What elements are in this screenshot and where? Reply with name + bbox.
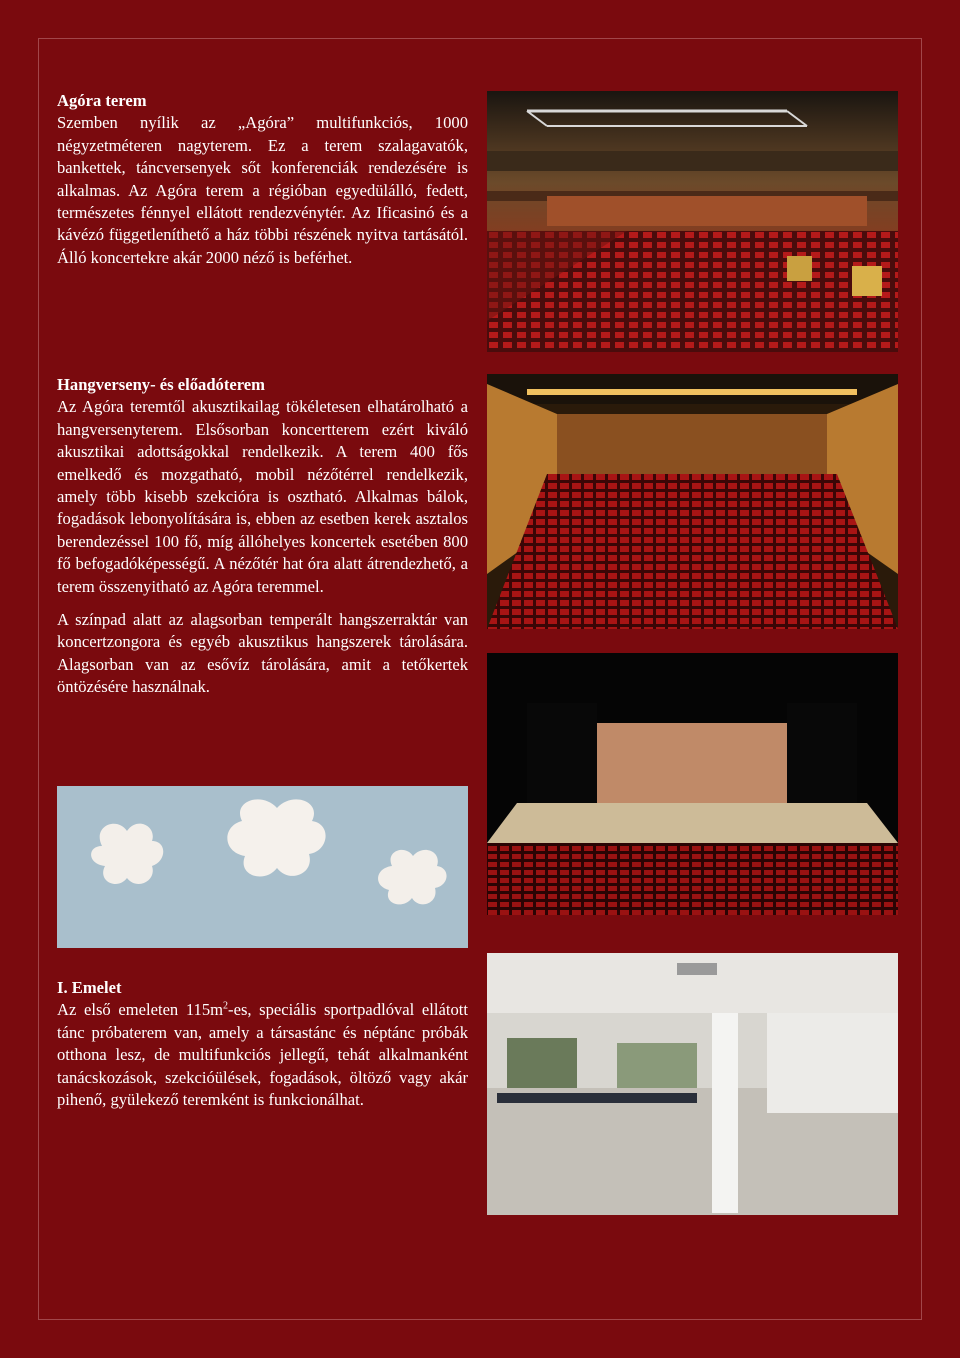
concert-hall-seats-photo	[487, 374, 898, 629]
agora-section	[57, 90, 468, 269]
emelet-body	[57, 999, 468, 1111]
agora-hall-photo	[487, 91, 898, 352]
emelet-body-start: Az első emeleten 115m	[57, 1000, 224, 1020]
agora-body: Szemben nyílik az „Agóra” multifunkciós, 1000 négyzetméteren nagyterem. Ez a terem szalagavatók, bankettek, táncversenyek sőt konferenciák rendezésére is alkalmas. Az Agóra terem a régióban egyedülálló, fedett, természetes fénnyel ellátott rendezvénytér. Az Ificasinó és a kávézó függetleníthető a ház többi részének nyitva tartásától. Álló koncertekre akár 2000 néző is beférhet.	[57, 113, 468, 267]
emelet-body-end: -es, speciális sportpadlóval ellátott tánc próbaterem van, amely a társastánc és néptánc próbák otthona lesz, de multifunkciós jellegű, tehát alkalmanként tanácskozások, szekcióülések, fogadások, öltöző vagy akár pihenő, gyülekező teremként is funkcionálhat.	[57, 1000, 468, 1110]
hangverseny-section	[57, 374, 468, 699]
emelet-title: I. Emelet	[57, 978, 122, 997]
emelet-sup: 2	[223, 1000, 229, 1012]
stage-photo	[487, 653, 898, 915]
dance-room-photo	[487, 953, 898, 1215]
agora-title: Agóra terem	[57, 91, 147, 110]
hangverseny-title: Hangverseny- és előadóterem	[57, 375, 265, 394]
emelet-section	[57, 977, 468, 1111]
hangverseny-body-2: A színpad alatt az alagsorban temperált hangszerraktár van koncertzongora és egyéb akusztikus hangszerek tárolására. Alagsorban van az esővíz tárolására, amit a tetőkertek öntözésére használnak.	[57, 610, 468, 697]
hangverseny-body: Az Agóra teremtől akusztikailag tökéletesen elhatárolható a hangversenyterem. Elsősorban koncertterem ezért kiváló akusztikai adottságokkal rendelkezik. A terem 400 fős emelkedő és mozgatható, mobil nézőtérrel rendelkezik, amely több kisebb szekcióra is osztható. Alkalmas bálok, fogadások lebonyolítására is, ebben az esetben kerek asztalos berendezéssel 100 fő, míg állóhelyes koncertek esetében 800 fő befogadóképességű. A nézőtér hat óra alatt átrendezhető, a terem összenyitható az Agóra teremmel.	[57, 397, 468, 596]
leaf-ornament-photo	[57, 786, 468, 948]
